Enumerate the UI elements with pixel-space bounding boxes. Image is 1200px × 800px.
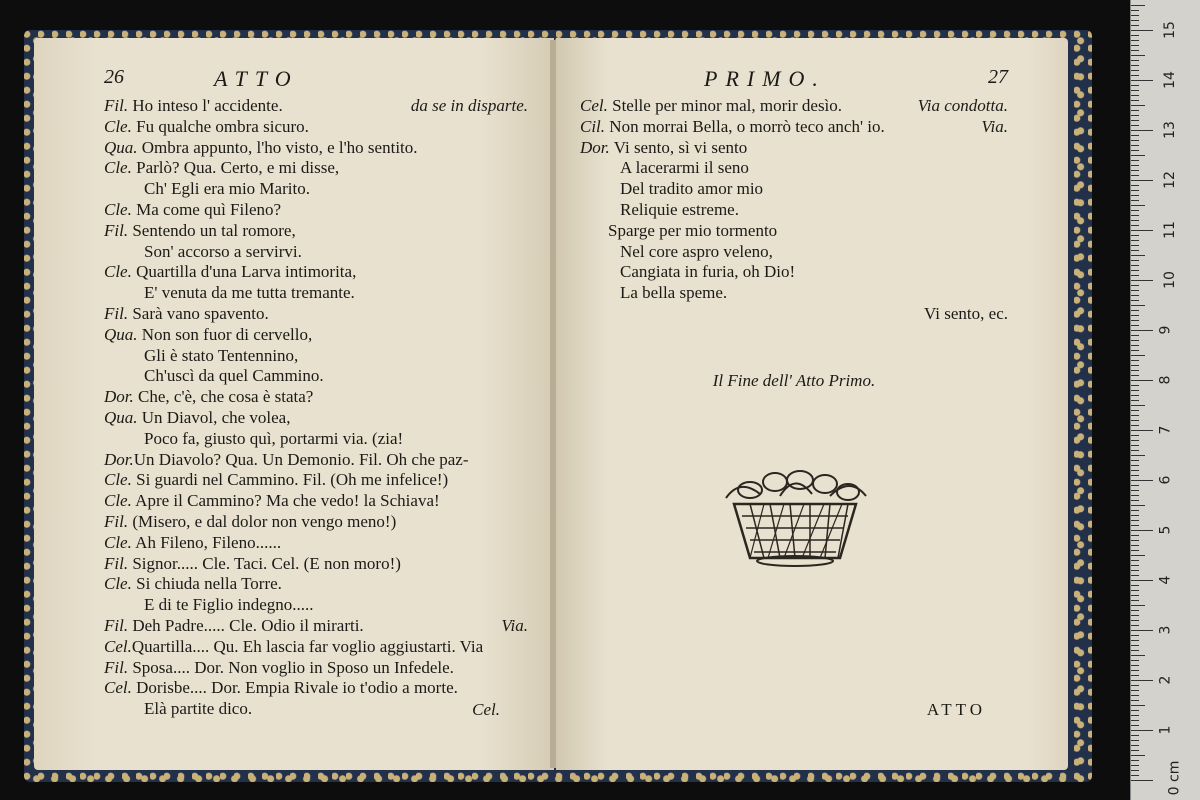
ruler-number: 4 (1157, 575, 1174, 585)
ruler-tick (1131, 635, 1139, 636)
stage-direction: Via condotta. (917, 96, 1008, 115)
line-text: Si chiuda nella Torre. (131, 574, 282, 594)
ruler-number: 11 (1161, 221, 1178, 239)
text-line (104, 512, 528, 533)
ruler-tick (1131, 500, 1139, 501)
right-text-block (580, 96, 1008, 325)
speaker-label: Qua. (104, 407, 138, 427)
ruler-tick (1131, 520, 1139, 521)
ruler-tick (1131, 160, 1139, 161)
ruler-tick (1131, 150, 1139, 151)
ruler-tick (1131, 155, 1145, 156)
ruler-tick (1131, 275, 1139, 276)
right-head-word: PRIMO. (704, 66, 826, 91)
ruler-tick (1131, 45, 1139, 46)
ruler-tick (1131, 460, 1139, 461)
speaker-label: Cle. (104, 574, 132, 594)
ruler-tick (1131, 95, 1139, 96)
ruler-tick (1131, 305, 1145, 306)
ruler-tick (1131, 20, 1139, 21)
ruler-tick (1131, 555, 1145, 556)
line-text: Un Diavol, che volea, (137, 407, 291, 427)
ruler-tick (1131, 550, 1139, 551)
measurement-ruler (1130, 0, 1200, 800)
line-text: Sarà vano spavento. (128, 303, 269, 323)
line-text: Dorisbe.... Dor. Empia Rivale io t'odio a morte. (131, 678, 458, 698)
ruler-tick (1131, 250, 1139, 251)
line-text: Non son fuor di cervello, (137, 324, 313, 344)
ruler-tick (1131, 350, 1139, 351)
ruler-tick (1131, 580, 1153, 581)
ruler-tick (1131, 40, 1139, 41)
right-page (556, 38, 1068, 770)
ruler-tick (1131, 200, 1139, 201)
ruler-tick (1131, 110, 1139, 111)
speaker-label: Fil. (104, 657, 129, 677)
ruler-tick (1131, 75, 1139, 76)
ruler-tick (1131, 55, 1145, 56)
ruler-tick (1131, 660, 1139, 661)
ruler-tick (1131, 330, 1153, 331)
left-running-head (104, 66, 528, 96)
ruler-number: 5 (1157, 525, 1174, 535)
line-text: Ho inteso l' accidente. (128, 96, 283, 115)
stage-direction: Via. (981, 116, 1008, 136)
ruler-tick (1131, 765, 1139, 766)
ruler-tick (1131, 125, 1139, 126)
ruler-tick (1131, 495, 1139, 496)
ruler-tick (1131, 390, 1139, 391)
ruler-tick (1131, 205, 1145, 206)
ruler-tick (1131, 5, 1145, 6)
ruler-number: 3 (1157, 625, 1174, 635)
speaker-label: Cil. (580, 116, 606, 136)
text-line (104, 699, 528, 720)
line-text: Parlò? Qua. Certo, e mi disse, (131, 158, 340, 178)
line-text: Nel core aspro veleno, (620, 241, 773, 261)
text-line (104, 158, 528, 179)
text-line (580, 304, 1008, 325)
ruler-tick (1131, 385, 1139, 386)
left-catchword: Cel. (472, 700, 500, 719)
text-line (104, 325, 528, 346)
ruler-number: 6 (1157, 475, 1174, 485)
ruler-tick (1131, 505, 1145, 506)
line-text: Sparge per mio tormento (608, 220, 778, 240)
ruler-tick (1131, 730, 1153, 731)
text-line (580, 221, 1008, 242)
ruler-tick (1131, 265, 1139, 266)
ruler-tick (1131, 670, 1139, 671)
text-line (580, 283, 1008, 304)
ruler-number: 9 (1157, 325, 1174, 335)
ruler-tick (1131, 745, 1139, 746)
text-line (104, 387, 528, 408)
ruler-tick (1131, 760, 1139, 761)
ruler-tick (1131, 685, 1139, 686)
ruler-tick (1131, 705, 1145, 706)
ruler-number: 15 (1161, 21, 1178, 39)
ruler-tick (1131, 255, 1145, 256)
ruler-tick (1131, 360, 1139, 361)
text-line (104, 242, 528, 263)
text-line (104, 658, 528, 679)
text-line (104, 366, 528, 387)
ruler-tick (1131, 65, 1139, 66)
ruler-number: 10 (1161, 271, 1178, 289)
text-line (104, 429, 528, 450)
ruler-tick (1131, 735, 1139, 736)
ruler-tick (1131, 345, 1139, 346)
ruler-tick (1131, 590, 1139, 591)
ruler-tick (1131, 535, 1139, 536)
ruler-tick (1131, 475, 1139, 476)
ruler-tick (1131, 450, 1139, 451)
speaker-label: Cle. (104, 158, 132, 178)
line-text: Quartilla.... Qu. Eh lascia far voglio aggiustarti. Via (131, 636, 484, 656)
ruler-tick (1131, 140, 1139, 141)
ruler-tick (1131, 740, 1139, 741)
ruler-tick (1131, 680, 1153, 681)
ruler-number: 1 (1157, 725, 1174, 735)
ruler-tick (1131, 270, 1139, 271)
line-text: Son' accorso a servirvi. (144, 241, 302, 261)
ruler-tick (1131, 285, 1139, 286)
right-page-number: 27 (988, 66, 1008, 88)
line-text: Ma come quì Fileno? (131, 199, 282, 219)
ruler-tick (1131, 695, 1139, 696)
ruler-tick (1131, 430, 1153, 431)
line-text: Deh Padre..... Cle. Odio il mirarti. (128, 615, 364, 635)
ruler-tick (1131, 120, 1139, 121)
text-line (580, 138, 1008, 159)
ruler-tick (1131, 610, 1139, 611)
ruler-tick (1131, 630, 1153, 631)
ruler-number: 14 (1161, 71, 1178, 89)
line-text: Non morrai Bella, o morrò teco anch' io. (605, 116, 885, 136)
ruler-tick (1131, 195, 1139, 196)
ruler-tick (1131, 295, 1139, 296)
speaker-label: Fil. (104, 220, 129, 240)
ruler-tick (1131, 750, 1139, 751)
speaker-label: Cle. (104, 116, 132, 136)
left-head-word: ATTO (214, 66, 299, 91)
ruler-tick (1131, 480, 1153, 481)
text-line (104, 179, 528, 200)
line-text: Cangiata in furia, oh Dio! (620, 262, 796, 282)
ruler-tick (1131, 380, 1153, 381)
speaker-label: Cle. (104, 470, 132, 490)
line-text: Che, c'è, che cosa è stata? (133, 387, 314, 407)
ruler-tick (1131, 10, 1139, 11)
ruler-tick (1131, 530, 1153, 531)
left-page-number: 26 (104, 66, 124, 88)
ruler-tick (1131, 770, 1139, 771)
ruler-tick (1131, 415, 1139, 416)
ruler-tick (1131, 570, 1139, 571)
right-catchword: ATTO (926, 700, 986, 719)
ruler-tick (1131, 525, 1139, 526)
speaker-label: Dor. (580, 137, 610, 157)
text-line (104, 574, 528, 595)
ruler-tick (1131, 725, 1139, 726)
line-text: Stelle per minor mal, morir desìo. (607, 96, 843, 115)
speaker-label: Cle. (104, 491, 132, 511)
text-line (104, 637, 528, 658)
ruler-tick (1131, 80, 1153, 81)
ruler-tick (1131, 640, 1139, 641)
ruler-tick (1131, 605, 1145, 606)
line-text: Reliquie estreme. (620, 199, 739, 219)
ruler-tick (1131, 220, 1139, 221)
text-line (104, 595, 528, 616)
ruler-tick (1131, 135, 1139, 136)
line-text: La bella speme. (620, 283, 728, 303)
ruler-tick (1131, 675, 1139, 676)
speaker-label: Fil. (104, 303, 129, 323)
ruler-number: 7 (1157, 425, 1174, 435)
ruler-tick (1131, 25, 1139, 26)
ruler-tick (1131, 280, 1153, 281)
ruler-tick (1131, 290, 1139, 291)
speaker-label: Cel. (104, 636, 132, 656)
line-text: Sposa.... Dor. Non voglio in Sposo un Infedele. (128, 657, 454, 677)
ruler-tick (1131, 15, 1139, 16)
ruler-tick (1131, 70, 1139, 71)
ruler-tick (1131, 440, 1139, 441)
ruler-tick (1131, 540, 1139, 541)
text-line (104, 678, 528, 699)
ruler-tick (1131, 50, 1139, 51)
text-line (104, 221, 528, 242)
ruler-tick (1131, 405, 1145, 406)
text-line (104, 470, 528, 491)
ruler-tick (1131, 355, 1145, 356)
ruler-tick (1131, 470, 1139, 471)
line-text: Sentendo un tal romore, (128, 220, 296, 240)
line-text: Elà partite dico. (144, 699, 253, 719)
ruler-tick (1131, 560, 1139, 561)
ruler-tick (1131, 715, 1139, 716)
ruler-tick (1131, 105, 1145, 106)
speaker-label: Dor. (104, 387, 134, 407)
line-text: Fu qualche ombra sicuro. (131, 116, 309, 136)
ruler-tick (1131, 755, 1145, 756)
ruler-number: 8 (1157, 375, 1174, 385)
ruler-tick (1131, 780, 1153, 781)
ruler-tick (1131, 700, 1139, 701)
text-line (104, 554, 528, 575)
line-text: Apre il Cammino? Ma che vedo! la Schiava! (131, 491, 440, 511)
line-text: Un Diavolo? Qua. Un Demonio. Fil. Oh che paz- (133, 449, 469, 469)
line-text: Ombra appunto, l'ho visto, e l'ho sentito. (137, 137, 418, 157)
left-page (34, 38, 554, 770)
ruler-tick (1131, 325, 1139, 326)
speaker-label: Cle. (104, 199, 132, 219)
ruler-tick (1131, 645, 1139, 646)
ruler-tick (1131, 375, 1139, 376)
ruler-tick (1131, 300, 1139, 301)
line-text: A lacerarmi il seno (620, 158, 749, 178)
ruler-tick (1131, 180, 1153, 181)
text-line (104, 408, 528, 429)
right-running-head (580, 66, 1008, 96)
ruler-tick (1131, 720, 1139, 721)
ruler-tick (1131, 115, 1139, 116)
text-line (580, 200, 1008, 221)
line-text: Ah Fileno, Fileno...... (131, 532, 282, 552)
ruler-tick (1131, 85, 1139, 86)
ruler-number: 12 (1161, 171, 1178, 189)
ruler-tick (1131, 365, 1139, 366)
speaker-label: Cle. (104, 532, 132, 552)
line-text: E di te Figlio indegno..... (144, 595, 314, 615)
ruler-tick (1131, 130, 1153, 131)
speaker-label: Cel. (580, 96, 608, 115)
ruler-tick (1131, 165, 1139, 166)
ruler-tick (1131, 425, 1139, 426)
text-line (104, 96, 528, 117)
ruler-tick (1131, 410, 1139, 411)
speaker-label: Qua. (104, 324, 138, 344)
ruler-tick (1131, 185, 1139, 186)
ruler-tick (1131, 435, 1139, 436)
line-text: Gli è stato Tentennino, (144, 345, 299, 365)
line-text: (Misero, e dal dolor non vengo meno!) (128, 511, 397, 531)
ruler-tick (1131, 60, 1139, 61)
ruler-tick (1131, 170, 1139, 171)
speaker-label: Cle. (104, 262, 132, 282)
ruler-tick (1131, 35, 1139, 36)
line-text: Si guardi nel Cammino. Fil. (Oh me infelice!) (131, 470, 449, 490)
ruler-tick (1131, 490, 1139, 491)
text-line (580, 96, 1008, 117)
text-line (104, 117, 528, 138)
text-line (580, 158, 1008, 179)
ruler-tick (1131, 395, 1139, 396)
text-line (104, 262, 528, 283)
text-line (104, 450, 528, 471)
ruler-tick (1131, 100, 1139, 101)
speaker-label: Fil. (104, 511, 129, 531)
end-of-act-line: Il Fine dell' Atto Primo. (712, 370, 876, 390)
ruler-tick (1131, 595, 1139, 596)
ruler-tick (1131, 30, 1153, 31)
ruler-number: 13 (1161, 121, 1178, 139)
text-line (580, 117, 1008, 138)
ruler-tick (1131, 175, 1139, 176)
line-text: Quartilla d'una Larva intimorita, (131, 262, 357, 282)
line-text: Del tradito amor mio (620, 179, 764, 199)
left-text-block (104, 96, 528, 720)
text-line (104, 283, 528, 304)
line-text: Vi sento, sì vi sento (609, 137, 748, 157)
ruler-tick (1131, 515, 1139, 516)
line-text: Signor..... Cle. Taci. Cel. (E non moro!) (128, 553, 401, 573)
line-text: Ch' Egli era mio Marito. (144, 179, 310, 199)
ruler-tick (1131, 650, 1139, 651)
ruler-tick (1131, 485, 1139, 486)
ruler-number: 2 (1157, 675, 1174, 685)
stage-direction: Via. (501, 615, 528, 635)
text-line (580, 179, 1008, 200)
text-line (104, 346, 528, 367)
ruler-tick (1131, 245, 1139, 246)
line-text: Ch'uscì da quel Cammino. (144, 366, 324, 386)
text-line (104, 616, 528, 637)
ruler-tick (1131, 215, 1139, 216)
ruler-tick (1131, 225, 1139, 226)
text-line (580, 242, 1008, 263)
ruler-tick (1131, 235, 1139, 236)
stage-direction: da se in disparte. (410, 96, 528, 115)
ruler-tick (1131, 145, 1139, 146)
ruler-tick (1131, 420, 1139, 421)
ruler-tick (1131, 600, 1139, 601)
ruler-tick (1131, 190, 1139, 191)
ruler-tick (1131, 310, 1139, 311)
ruler-tick (1131, 320, 1139, 321)
ruler-tick (1131, 335, 1139, 336)
ruler-tick (1131, 625, 1139, 626)
ruler-tick (1131, 315, 1139, 316)
ruler-tick (1131, 230, 1153, 231)
ruler-tick (1131, 465, 1139, 466)
line-text: E' venuta da me tutta tremante. (144, 283, 355, 303)
ruler-tick (1131, 445, 1139, 446)
ruler-tick (1131, 240, 1139, 241)
ruler-tick (1131, 455, 1145, 456)
ruler-tick (1131, 665, 1139, 666)
text-line (104, 533, 528, 554)
ruler-unit-label: 0 cm (1166, 760, 1183, 796)
ruler-tick (1131, 710, 1139, 711)
speaker-label: Fil. (104, 615, 129, 635)
speaker-label: Fil. (104, 96, 129, 115)
ruler-tick (1131, 370, 1139, 371)
ruler-tick (1131, 655, 1145, 656)
ruler-tick (1131, 575, 1139, 576)
text-line (104, 491, 528, 512)
line-text: Poco fa, giusto quì, portarmi via. (zia! (144, 428, 404, 448)
speaker-label: Qua. (104, 137, 138, 157)
ruler-tick (1131, 565, 1139, 566)
ruler-tick (1131, 90, 1139, 91)
ruler-tick (1131, 615, 1139, 616)
ruler-tick (1131, 545, 1139, 546)
text-line (104, 304, 528, 325)
ruler-tick (1131, 510, 1139, 511)
text-line (104, 200, 528, 221)
speaker-label: Cel. (104, 678, 132, 698)
line-text: Vi sento, ec. (924, 303, 1008, 323)
ruler-tick (1131, 210, 1139, 211)
ruler-tick (1131, 400, 1139, 401)
ruler-tick (1131, 340, 1139, 341)
ruler-tick (1131, 585, 1139, 586)
flower-basket-ornament (720, 468, 870, 568)
ruler-tick (1131, 690, 1139, 691)
ruler-tick (1131, 775, 1139, 776)
speaker-label: Dor. (104, 449, 134, 469)
speaker-label: Fil. (104, 553, 129, 573)
text-line (104, 138, 528, 159)
ruler-tick (1131, 260, 1139, 261)
text-line (580, 262, 1008, 283)
ruler-tick (1131, 620, 1139, 621)
